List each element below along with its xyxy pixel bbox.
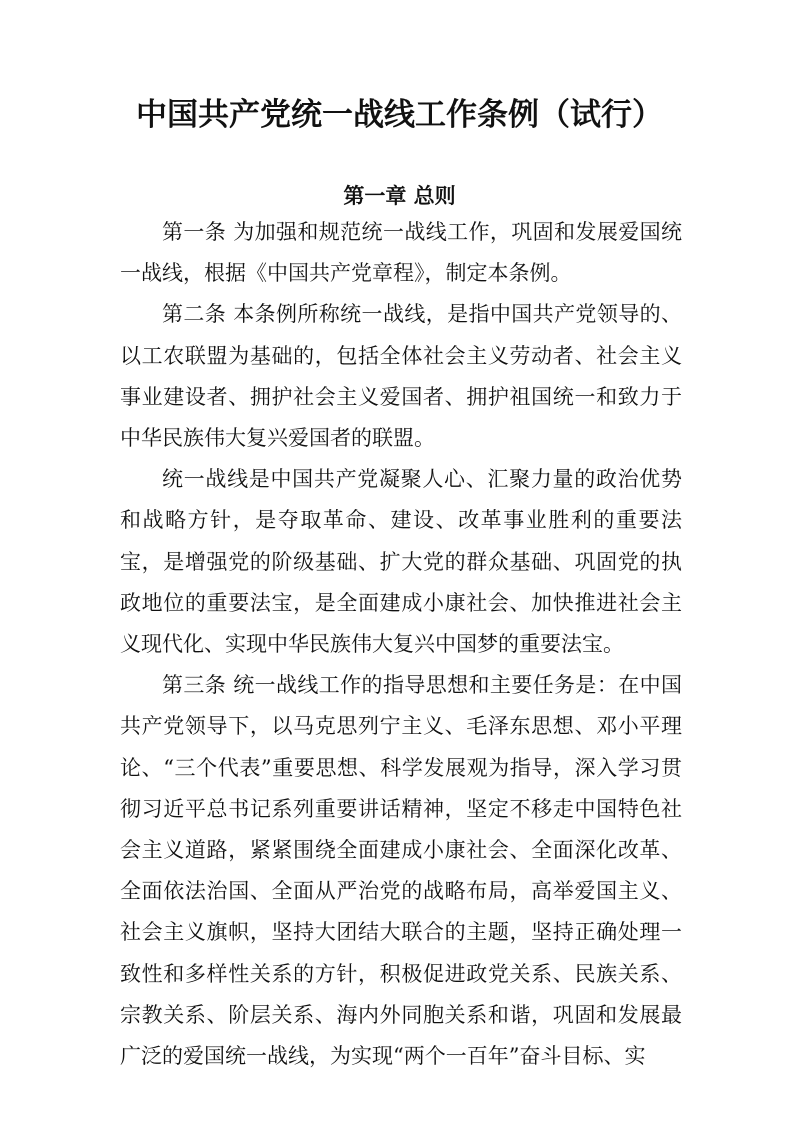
- article-1-paragraph: 第一条 为加强和规范统一战线工作，巩固和发展爱国统一战线，根据《中国共产党章程》，制定本条例。: [120, 220, 682, 286]
- document-title: 中国共产党统一战线工作条例（试行）: [136, 97, 663, 133]
- article-3-paragraph: 第三条 统一战线工作的指导思想和主要任务是：在中国共产党领导下，以马克思列宁主义、毛泽东思想、邓小平理论、“三个代表”重要思想、科学发展观为指导，深入学习贯彻习近平总书记系列重要讲话精神，坚定不移走中国特色社会主义道路，紧紧围绕全面建成小康社会、全面深化改革、全面依法治国、全面从严治党的战略布局，高举爱国主义、社会主义旗帜，坚持大团结大联合的主题，坚持正确处理一致性和多样性关系的方针，积极促进政党关系、民族关系、宗教关系、阶层关系、海内外同胞关系和谐，巩固和发展最广泛的爱国统一战线，为实现“两个一百年”奋斗目标、实: [120, 673, 682, 1069]
- article-2-paragraph: 第二条 本条例所称统一战线，是指中国共产党领导的、以工农联盟为基础的，包括全体社会主义劳动者、社会主义事业建设者、拥护社会主义爱国者、拥护祖国统一和致力于中华民族伟大复兴爱国者的联盟。: [120, 302, 682, 451]
- document-body: [120, 212, 682, 1077]
- chapter-heading: 第一章 总则: [343, 184, 456, 208]
- article-2-continuation-paragraph: 统一战线是中国共产党凝聚人心、汇聚力量的政治优势和战略方针，是夺取革命、建设、改革事业胜利的重要法宝，是增强党的阶级基础、扩大党的群众基础、巩固党的执政地位的重要法宝，是全面建成小康社会、加快推进社会主义现代化、实现中华民族伟大复兴中国梦的重要法宝。: [120, 467, 682, 657]
